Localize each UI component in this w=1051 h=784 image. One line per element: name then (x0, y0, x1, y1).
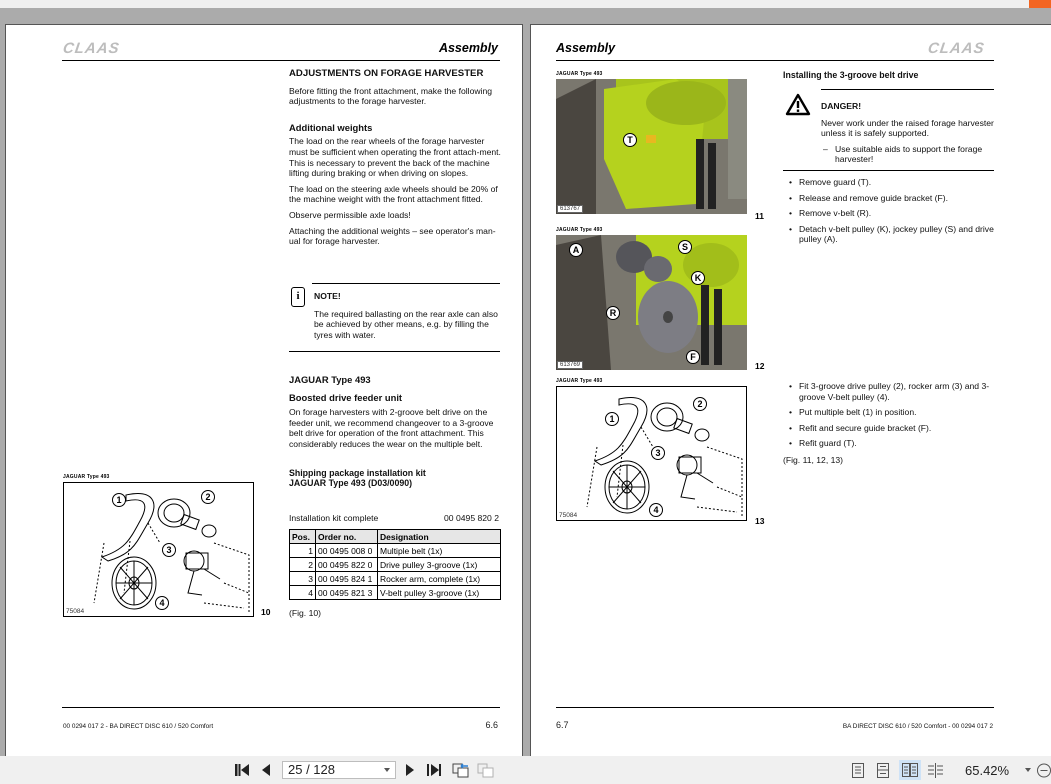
jaguar-text: On forage harvesters with 2-groove belt drive on the feeder unit, we recommend changeover to a 3-groove belt drive for operation of the front attachment. This considerably reduces the wear on the multiple belt. (289, 407, 494, 449)
callout-K: K (691, 271, 705, 285)
column-header-pos: Pos. (290, 530, 316, 544)
list-item: • Remove v-belt (R). (783, 208, 995, 219)
table-row (290, 544, 501, 558)
cell-designation: Rocker arm, complete (1x) (378, 572, 501, 586)
photo-id: 613767 (557, 205, 583, 213)
dash-marker: – (823, 143, 828, 154)
figure-number: 12 (755, 361, 765, 371)
figure-10-drawing (63, 482, 254, 617)
page-number: 6.6 (485, 720, 498, 730)
weights-heading: Additional weights (289, 121, 373, 133)
photo-id: 613769 (557, 361, 583, 369)
list-item: • Remove guard (T). (783, 177, 995, 188)
list-item: • Refit and secure guide bracket (F). (783, 423, 995, 434)
cell-order: 00 0495 821 3 (316, 586, 378, 600)
callout-2: 2 (201, 490, 215, 504)
content-column (289, 69, 501, 252)
callout-T: T (623, 133, 637, 147)
drawing-id: 75084 (559, 512, 578, 519)
skip-to-first-icon (235, 764, 249, 776)
page-number-select[interactable] (282, 761, 396, 779)
danger-title: DANGER! (821, 101, 862, 111)
callout-4: 4 (155, 596, 169, 610)
next-page-button[interactable] (404, 762, 416, 778)
kit-parts-table (289, 529, 501, 600)
list-item: • Detach v-belt pulley (K), jockey pulley (S) and drive pulley (A). (783, 224, 995, 245)
header-title: Assembly (438, 41, 498, 55)
remove-steps-list (783, 177, 995, 250)
viewer-toolbar (0, 756, 1051, 784)
danger-dash-text: Use suitable aids to support the forage harvester! (835, 143, 983, 165)
previous-view-icon (452, 762, 470, 778)
figure-13-drawing (556, 386, 747, 521)
window-corner-accent[interactable] (1029, 0, 1051, 8)
table-row (290, 586, 501, 600)
figure-number: 11 (755, 211, 764, 221)
info-icon: i (291, 287, 305, 307)
figure-number: 10 (261, 607, 271, 617)
zoom-out-icon (1036, 763, 1051, 778)
continuous-page-icon (877, 763, 889, 778)
weights-paragraph: The load on the rear wheels of the forage harvester must be sufficient when operating the front attach-ment. This is necessary to prevent the back of the machine lifting during braking or when driving on slopes. (289, 136, 501, 179)
list-item: • Refit guard (T). (783, 438, 995, 449)
two-page-continuous-icon (928, 763, 944, 778)
kit-complete-number: 00 0495 820 2 (444, 513, 499, 523)
callout-F: F (686, 350, 700, 364)
section-title: ADJUSTMENTS ON FORAGE HARVESTER (289, 68, 484, 79)
callout-R: R (606, 306, 620, 320)
callout-2: 2 (693, 397, 707, 411)
cell-order: 00 0495 008 0 (316, 544, 378, 558)
danger-bottom-rule (783, 170, 994, 171)
header-rule (556, 60, 994, 61)
cell-designation: V-belt pulley 3-groove (1x) (378, 586, 501, 600)
kit-complete-label: Installation kit complete (289, 513, 379, 523)
footer-rule (556, 707, 994, 708)
guard-photo-icon (556, 79, 747, 214)
figure-label: JAGUAR Type 493 (63, 474, 110, 480)
weights-paragraph: The load on the steering axle wheels should be 20% of the machine weight with the front attachment fitted. (289, 183, 498, 205)
table-header-row (290, 530, 501, 544)
cell-designation: Multiple belt (1x) (378, 544, 501, 558)
cell-pos: 3 (290, 572, 316, 586)
fit-steps-list (783, 381, 995, 454)
weights-paragraph: Attaching the additional weights – see operator's man-ual for forage harvester. (289, 225, 496, 247)
triangle-left-icon (262, 764, 270, 776)
chevron-down-icon (384, 768, 390, 772)
header-rule (62, 60, 500, 61)
continuous-view-button[interactable] (875, 762, 891, 778)
triangle-right-icon (406, 764, 414, 776)
page-number: 6.7 (556, 720, 569, 730)
section-title: Installing the 3-groove belt drive (783, 70, 919, 80)
figure-number: 13 (755, 516, 765, 526)
danger-block (821, 101, 996, 165)
column-header-order: Order no. (316, 530, 378, 544)
callout-4: 4 (649, 503, 663, 517)
cell-order: 00 0495 822 0 (316, 558, 378, 572)
single-page-icon (852, 763, 864, 778)
pulley-photo-icon (556, 235, 747, 370)
danger-text: Never work under the raised forage harvester unless it is safely supported. (821, 117, 994, 139)
two-page-icon (902, 763, 918, 777)
callout-S: S (678, 240, 692, 254)
zoom-level[interactable]: 65.42% (965, 763, 1010, 778)
callout-1: 1 (605, 412, 619, 426)
window-top-strip (0, 0, 1051, 8)
figure-label: JAGUAR Type 493 (556, 227, 603, 233)
next-view-icon (477, 762, 495, 778)
previous-page-button[interactable] (260, 762, 272, 778)
fig-reference: (Fig. 10) (289, 608, 321, 618)
list-item: • Release and remove guide bracket (F). (783, 193, 995, 204)
note-bottom-rule (289, 351, 500, 352)
kit-heading-1: Shipping package installation kit (289, 467, 426, 478)
note-top-rule (312, 283, 500, 284)
cell-order: 00 0495 824 1 (316, 572, 378, 586)
note-title: NOTE! (314, 291, 341, 301)
section-title-block (783, 70, 995, 81)
jaguar-title: JAGUAR Type 493 (289, 374, 371, 385)
table-row (290, 558, 501, 572)
danger-top-rule (821, 89, 994, 90)
single-page-view-button[interactable] (850, 762, 866, 778)
next-view-button[interactable] (477, 762, 495, 778)
zoom-dropdown-button[interactable] (1024, 762, 1032, 778)
callout-3: 3 (162, 543, 176, 557)
zoom-out-button[interactable] (1036, 762, 1051, 778)
document-viewport[interactable] (0, 8, 1051, 756)
first-page-button[interactable] (234, 762, 250, 778)
two-page-view-button[interactable] (899, 760, 921, 780)
right-page (530, 24, 1051, 760)
jaguar-section (289, 375, 501, 489)
note-text: The required ballasting on the rear axle can also be achieved by other means, e.g. by filling the tyres with water. (314, 308, 498, 340)
table-row (290, 572, 501, 586)
callout-1: 1 (112, 493, 126, 507)
footer-doc-id: BA DIRECT DISC 610 / 520 Comfort - 00 0294 017 2 (842, 723, 993, 730)
jaguar-subheading: Boosted drive feeder unit (289, 391, 403, 403)
note-block (314, 291, 504, 340)
two-page-continuous-view-button[interactable] (928, 762, 944, 778)
weights-paragraph: Observe permissible axle loads! (289, 209, 411, 220)
list-item: • Fit 3-groove drive pulley (2), rocker arm (3) and 3-groove V-belt pulley (4). (783, 381, 995, 402)
page-number-value: 25 / 128 (288, 762, 335, 777)
column-header-designation: Designation (378, 530, 501, 544)
callout-3: 3 (651, 446, 665, 460)
fig-reference: (Fig. 11, 12, 13) (783, 455, 844, 465)
figure-12-photo (556, 235, 747, 370)
warning-triangle-icon (785, 93, 811, 116)
header-title: Assembly (556, 41, 616, 55)
figure-label: JAGUAR Type 493 (556, 378, 603, 384)
figure-11-photo (556, 79, 747, 214)
footer-doc-id: 00 0294 017 2 - BA DIRECT DISC 610 / 520 Comfort (63, 723, 214, 730)
last-page-button[interactable] (426, 762, 442, 778)
chevron-down-icon (1025, 768, 1031, 772)
intro-text: Before fitting the front attachment, make the following adjustments to the forage harvester. (289, 85, 493, 107)
claas-logo: CLAAS (926, 40, 986, 57)
figure-label: JAGUAR Type 493 (556, 71, 603, 77)
kit-heading-2: JAGUAR Type 493 (D03/0090) (289, 478, 413, 489)
list-item: • Put multiple belt (1) in position. (783, 407, 995, 418)
cell-designation: Drive pulley 3-groove (1x) (378, 558, 501, 572)
callout-A: A (569, 243, 583, 257)
left-page (5, 24, 523, 760)
skip-to-last-icon (427, 764, 441, 776)
previous-view-button[interactable] (452, 762, 470, 778)
claas-logo: CLAAS (61, 40, 121, 57)
drawing-id: 75084 (66, 608, 85, 615)
cell-pos: 1 (290, 544, 316, 558)
footer-rule (62, 707, 500, 708)
cell-pos: 4 (290, 586, 316, 600)
danger-dash-item (823, 144, 996, 165)
cell-pos: 2 (290, 558, 316, 572)
